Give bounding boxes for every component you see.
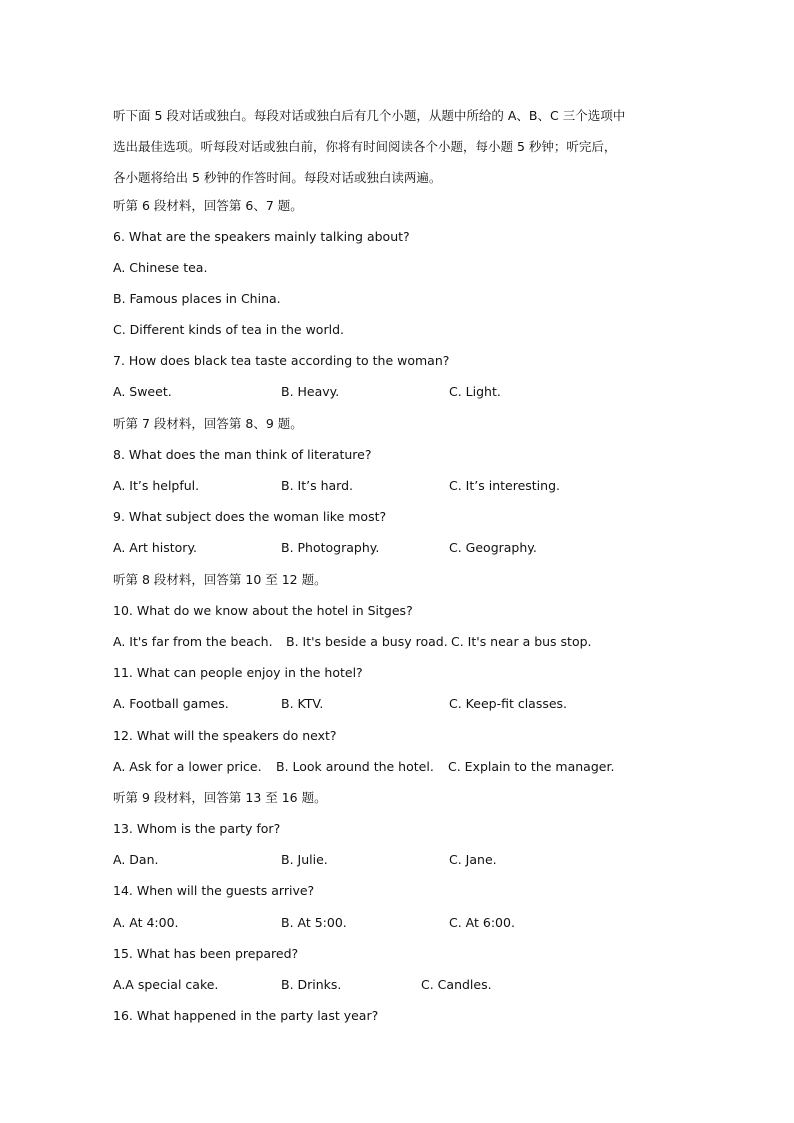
question-13-options [113,851,713,869]
question-13-option-b: B. Julie. [281,852,328,867]
question-12-options [113,758,713,776]
question-11-option-c: C. Keep-fit classes. [449,696,568,711]
question-7-option-a: A. Sweet. [113,384,172,399]
question-9-option-a: A. Art history. [113,540,198,555]
section-heading-7: 听第 7 段材料，回答第 8、9 题。 [113,416,303,431]
question-14-option-a: A. At 4:00. [113,915,179,930]
question-7: 7. How does black tea taste according to the woman? [113,353,450,368]
section-heading-6: 听第 6 段材料，回答第 6、7 题。 [113,198,303,213]
question-6-option-c: C. Different kinds of tea in the world. [113,322,344,337]
question-8-options [113,477,713,495]
question-12-option-b: B. Look around the hotel. [276,759,434,774]
question-13-option-c: C. Jane. [449,852,497,867]
question-8: 8. What does the man think of literature? [113,447,372,462]
question-13-option-a: A. Dan. [113,852,159,867]
section-heading-8: 听第 8 段材料，回答第 10 至 12 题。 [113,572,327,587]
question-10-option-b: B. It's beside a busy road. [286,634,448,649]
question-7-option-b: B. Heavy. [281,384,340,399]
question-12-option-a: A. Ask for a lower price. [113,759,262,774]
instruction-line-3: 各小题将给出 5 秒钟的作答时间。每段对话或独白读两遍。 [113,170,442,185]
question-9-option-b: B. Photography. [281,540,380,555]
question-7-options [113,383,713,401]
question-8-option-c: C. It’s interesting. [449,478,560,493]
question-14-option-b: B. At 5:00. [281,915,347,930]
question-14: 14. When will the guests arrive? [113,883,315,898]
question-8-option-a: A. It’s helpful. [113,478,200,493]
question-15-option-c: C. Candles. [421,977,492,992]
question-11-option-a: A. Football games. [113,696,229,711]
section-heading-9: 听第 9 段材料，回答第 13 至 16 题。 [113,790,327,805]
question-15: 15. What has been prepared? [113,946,299,961]
question-15-options [113,976,713,994]
question-6-option-a: A. Chinese tea. [113,260,208,275]
question-9-option-c: C. Geography. [449,540,537,555]
question-10-option-a: A. It's far from the beach. [113,634,273,649]
instruction-line-2: 选出最佳选项。听每段对话或独白前，你将有时间阅读各个小题，每小题 5 秒钟；听完后， [113,139,617,154]
instruction-line-1: 听下面 5 段对话或独白。每段对话或独白后有几个小题，从题中所给的 A、B、C 三个选项中 [113,108,626,123]
question-10-options [113,633,713,651]
question-14-option-c: C. At 6:00. [449,915,515,930]
question-6: 6. What are the speakers mainly talking about? [113,229,410,244]
question-12-option-c: C. Explain to the manager. [448,759,615,774]
question-8-option-b: B. It’s hard. [281,478,353,493]
question-9-options [113,539,713,557]
question-16: 16. What happened in the party last year? [113,1008,379,1023]
question-10-option-c: C. It's near a bus stop. [451,634,592,649]
question-11-options [113,695,713,713]
question-9: 9. What subject does the woman like most? [113,509,387,524]
question-15-option-a: A.A special cake. [113,977,219,992]
question-11-option-b: B. KTV. [281,696,324,711]
listening-instructions [113,100,693,193]
question-15-option-b: B. Drinks. [281,977,342,992]
question-11: 11. What can people enjoy in the hotel? [113,665,363,680]
question-10: 10. What do we know about the hotel in Sitges? [113,603,413,618]
question-7-option-c: C. Light. [449,384,501,399]
question-14-options [113,914,713,932]
question-13: 13. Whom is the party for? [113,821,281,836]
question-12: 12. What will the speakers do next? [113,728,337,743]
question-6-option-b: B. Famous places in China. [113,291,281,306]
